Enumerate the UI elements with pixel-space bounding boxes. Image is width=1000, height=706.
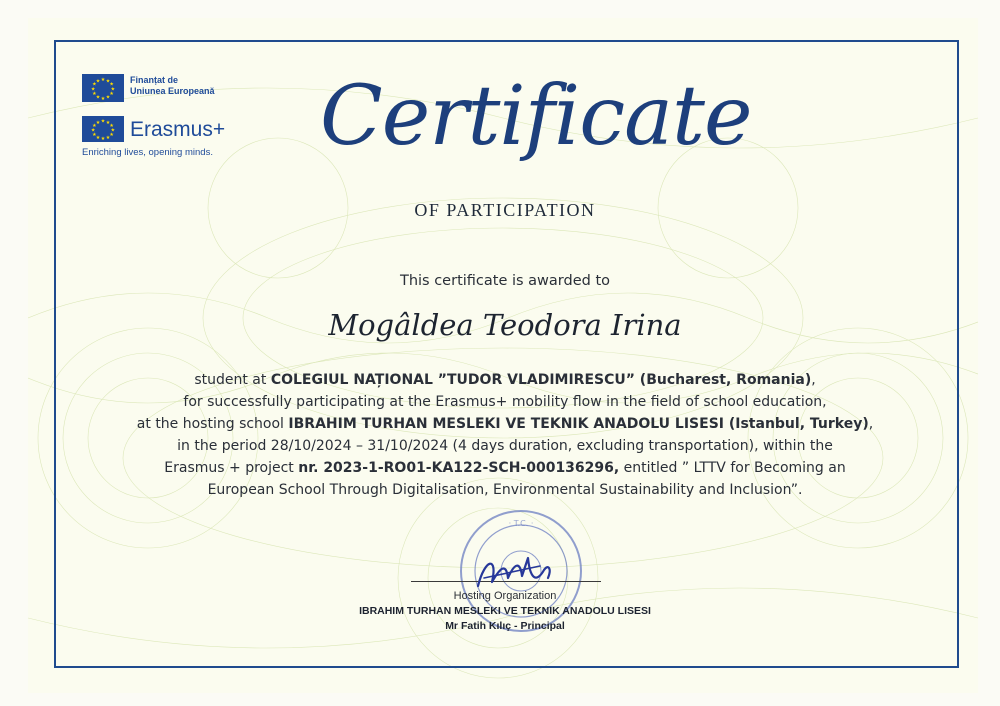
erasmus-logo [82,116,262,158]
eu-funding-line1: Finanțat de [130,75,179,85]
svg-text:★: ★ [105,135,111,141]
svg-text:★: ★ [100,136,106,142]
svg-text:★: ★ [100,95,106,102]
svg-text:★: ★ [95,94,101,101]
project-number: nr. 2023-1-RO01-KA122-SCH-000136296, [298,460,620,476]
recipient-name: Mogâldea Teodora Irina [328,308,682,342]
certificate-body [95,369,915,501]
erasmus-tagline: Enriching lives, opening minds. [82,147,213,158]
svg-text:★: ★ [105,78,111,85]
signatory-name: Mr Fatih Kılıç - Principal [445,620,565,632]
eu-flag-icon [82,74,124,102]
svg-text:★: ★ [105,119,111,126]
eu-funding-line2: Uniunea Europeană [130,86,215,96]
svg-text:★: ★ [95,135,101,141]
svg-text:★: ★ [90,86,96,93]
svg-text:· T.C. ·: · T.C. · [508,519,534,528]
eu-funding-text [130,75,215,97]
certificate-subtitle: OF PARTICIPATION [414,200,596,220]
eu-flag-icon [82,116,124,142]
body-text-segment: Erasmus + project [164,460,299,476]
hosting-organization-name: IBRAHIM TURHAN MESLEKI VE TEKNIK ANADOLU LISESI [359,605,651,617]
awarded-to-text: This certificate is awarded to [399,273,611,289]
svg-text:★: ★ [95,78,101,85]
sending-school: COLEGIUL NAȚIONAL ”TUDOR VLADIMIRESCU” (Bucharest, Romania) [270,372,812,388]
body-text-segment: student at [194,372,271,388]
body-line-1 [95,369,915,391]
erasmus-brand: Erasmus+ [130,118,226,141]
svg-text:★: ★ [105,94,111,101]
hosting-organization-label: Hosting Organization [453,590,557,602]
svg-text:★: ★ [110,86,116,93]
body-line-2: for successfully participating at the Erasmus+ mobility flow in the field of school education, [183,394,827,410]
body-line-6: European School Through Digitalisation, Environmental Sustainability and Inclusion”. [207,482,803,498]
body-line-5 [95,457,915,479]
svg-text:★: ★ [90,127,96,134]
svg-text:★: ★ [95,119,101,126]
svg-text:★: ★ [92,91,97,98]
certificate-title: Certificate [320,69,752,164]
svg-text:★: ★ [92,81,97,88]
svg-text:★: ★ [109,123,114,129]
body-line-3 [95,413,915,435]
svg-text:★: ★ [100,118,106,125]
body-text-segment: , [868,416,874,432]
body-text-segment: entitled ” LTTV for Becoming an [619,460,846,476]
svg-text:★: ★ [109,81,114,88]
svg-text:★: ★ [100,77,106,83]
hosting-school: IBRAHIM TURHAN MESLEKI VE TEKNIK ANADOLU LISESI (Istanbul, Turkey) [288,416,869,432]
body-line-4: in the period 28/10/2024 – 31/10/2024 (4 days duration, excluding transportation), within the [177,438,833,454]
svg-text:★: ★ [109,131,114,138]
body-text-segment: , [811,372,816,388]
svg-text:★: ★ [109,91,114,98]
svg-text:★: ★ [92,123,97,129]
svg-text:★: ★ [110,127,116,134]
eu-funding-logo [82,74,262,104]
svg-text:★: ★ [92,131,97,138]
body-text-segment: at the hosting school [136,416,289,432]
